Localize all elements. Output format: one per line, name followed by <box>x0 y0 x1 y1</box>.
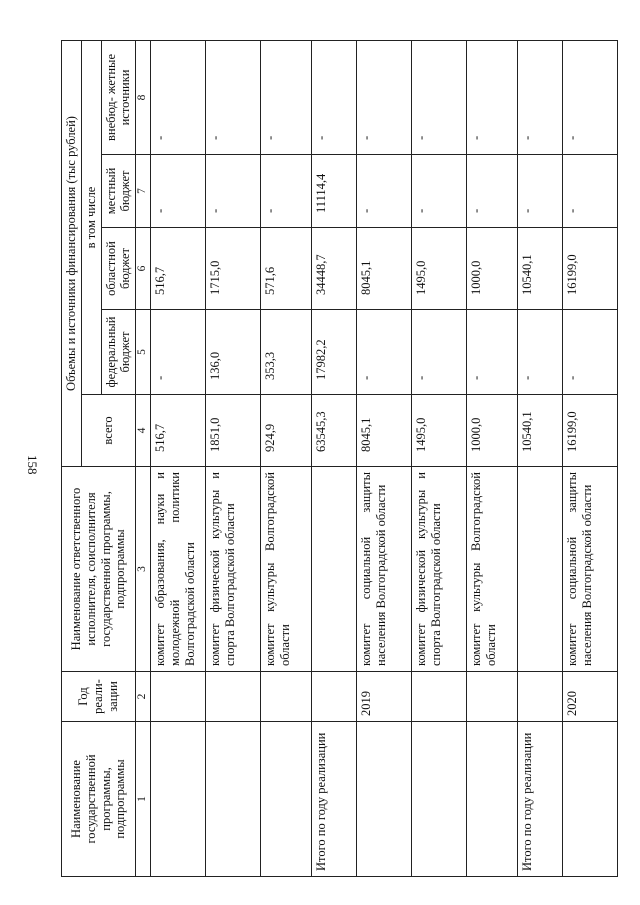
cell-regional: 1495,0 <box>412 228 467 310</box>
cell-total: 1851,0 <box>206 395 261 467</box>
header-year: Год реали- зации <box>62 672 136 722</box>
cell-regional: 1000,0 <box>467 228 518 310</box>
cell-executor: комитет физической культуры и спорта Волгоградской области <box>206 467 261 672</box>
cell-regional: 1715,0 <box>206 228 261 310</box>
cell-offbudget: - <box>151 40 206 154</box>
col-number-5: 5 <box>136 310 151 395</box>
cell-local: - <box>151 155 206 228</box>
page-number: 158 <box>25 455 40 475</box>
cell-program <box>261 722 312 877</box>
table-row <box>412 40 467 876</box>
cell-year <box>261 672 312 722</box>
cell-year <box>518 672 563 722</box>
col-number-4: 4 <box>136 395 151 467</box>
cell-year: 2020 <box>563 672 618 722</box>
cell-total: 1495,0 <box>412 395 467 467</box>
table-row <box>357 40 412 876</box>
cell-offbudget: - <box>467 40 518 154</box>
table-row <box>261 40 312 876</box>
cell-program: Итого по году реализации <box>518 722 563 877</box>
cell-offbudget: - <box>412 40 467 154</box>
cell-executor: комитет физической культуры и спорта Волгоградской области <box>412 467 467 672</box>
cell-total: 16199,0 <box>563 395 618 467</box>
cell-local: - <box>357 155 412 228</box>
col-number-6: 6 <box>136 228 151 310</box>
table-row <box>467 40 518 876</box>
header-funding: Объемы и источники финансирования (тыс рублей) <box>62 40 82 466</box>
cell-year: 2019 <box>357 672 412 722</box>
cell-federal: 353,3 <box>261 310 312 395</box>
cell-local: - <box>563 155 618 228</box>
cell-regional: 8045,1 <box>357 228 412 310</box>
cell-executor <box>312 467 357 672</box>
cell-regional: 16199,0 <box>563 228 618 310</box>
table-row-total <box>518 40 563 876</box>
col-number-2: 2 <box>136 672 151 722</box>
header-local: местный бюджет <box>101 155 136 228</box>
table-row <box>151 40 206 876</box>
cell-federal: 136,0 <box>206 310 261 395</box>
header-offbudget: внебюд- жетные источники <box>101 40 136 154</box>
cell-executor: комитет социальной защиты населения Волгоградской области <box>357 467 412 672</box>
cell-local: - <box>467 155 518 228</box>
cell-offbudget: - <box>563 40 618 154</box>
cell-regional: 34448,7 <box>312 228 357 310</box>
header-program: Наименование государственной программы, подпрограммы <box>62 722 136 877</box>
cell-total: 1000,0 <box>467 395 518 467</box>
cell-executor: комитет культуры Волгоградской области <box>261 467 312 672</box>
cell-local: - <box>412 155 467 228</box>
cell-local: - <box>261 155 312 228</box>
cell-local: 11114,4 <box>312 155 357 228</box>
cell-year <box>467 672 518 722</box>
cell-executor: комитет социальной защиты населения Волгоградской области <box>563 467 618 672</box>
cell-program <box>563 722 618 877</box>
table-row-total <box>312 40 357 876</box>
cell-offbudget: - <box>518 40 563 154</box>
cell-year <box>312 672 357 722</box>
cell-federal: - <box>357 310 412 395</box>
cell-offbudget: - <box>357 40 412 154</box>
cell-executor <box>518 467 563 672</box>
cell-federal: - <box>518 310 563 395</box>
cell-federal: - <box>467 310 518 395</box>
cell-total: 8045,1 <box>357 395 412 467</box>
cell-year <box>412 672 467 722</box>
cell-federal: - <box>563 310 618 395</box>
cell-total: 63545,3 <box>312 395 357 467</box>
cell-program: Итого по году реализации <box>312 722 357 877</box>
cell-program <box>206 722 261 877</box>
cell-total: 10540,1 <box>518 395 563 467</box>
cell-total: 924,9 <box>261 395 312 467</box>
header-total: всего <box>81 395 135 467</box>
cell-program <box>467 722 518 877</box>
cell-year <box>151 672 206 722</box>
cell-federal: 17982,2 <box>312 310 357 395</box>
header-federal: федеральный бюджет <box>101 310 136 395</box>
cell-offbudget: - <box>206 40 261 154</box>
cell-executor: комитет образования, науки и молодежной политики Волгоградской области <box>151 467 206 672</box>
cell-executor: комитет культуры Волгоградской области <box>467 467 518 672</box>
cell-program <box>151 722 206 877</box>
cell-program <box>357 722 412 877</box>
cell-offbudget: - <box>261 40 312 154</box>
col-number-7: 7 <box>136 155 151 228</box>
col-number-3: 3 <box>136 467 151 672</box>
cell-regional: 516,7 <box>151 228 206 310</box>
header-executor: Наименование ответственного исполнителя, соисполнителя государственной программы, подпрограммы <box>62 467 136 672</box>
col-number-1: 1 <box>136 722 151 877</box>
cell-regional: 10540,1 <box>518 228 563 310</box>
col-number-8: 8 <box>136 40 151 154</box>
cell-offbudget: - <box>312 40 357 154</box>
table-row <box>563 40 618 876</box>
header-including: в том числе <box>81 40 101 394</box>
cell-local: - <box>518 155 563 228</box>
cell-local: - <box>206 155 261 228</box>
cell-federal: - <box>412 310 467 395</box>
cell-regional: 571,6 <box>261 228 312 310</box>
cell-year <box>206 672 261 722</box>
funding-table <box>61 40 618 877</box>
cell-federal: - <box>151 310 206 395</box>
cell-total: 516,7 <box>151 395 206 467</box>
header-regional: областной бюджет <box>101 228 136 310</box>
table-row <box>206 40 261 876</box>
cell-program <box>412 722 467 877</box>
